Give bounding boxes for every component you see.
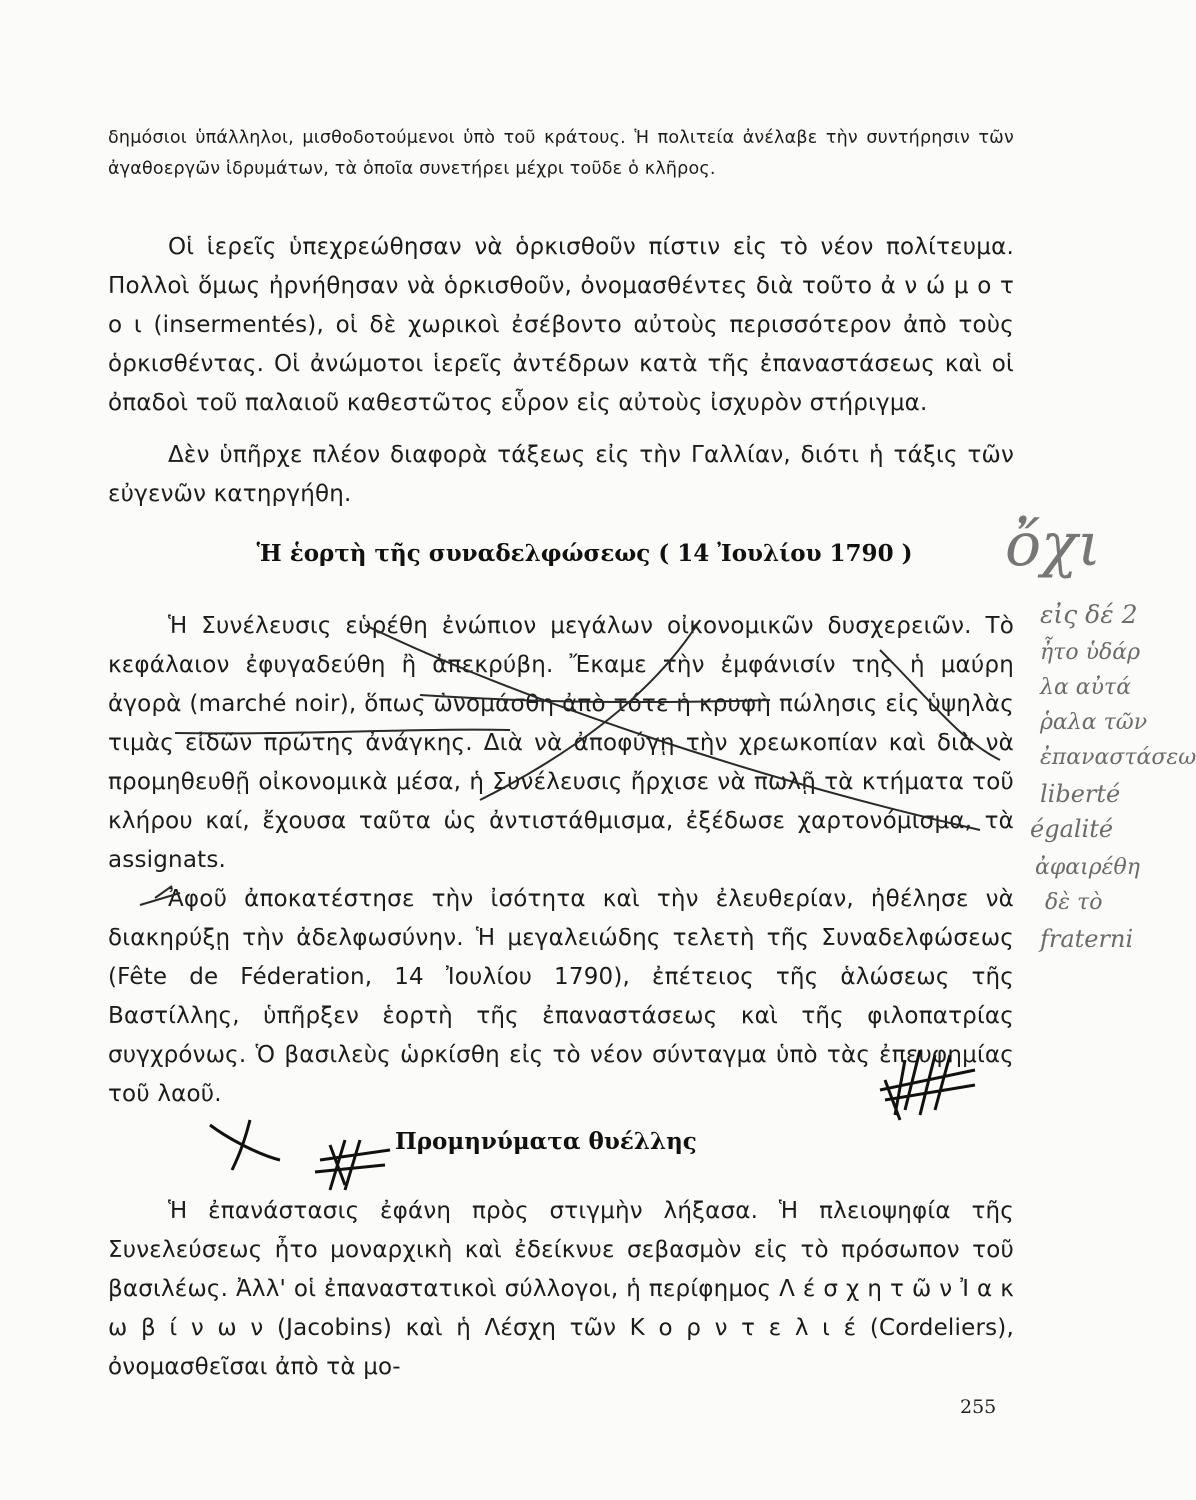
handwritten-margin-line: εἰς δέ 2 (1040, 600, 1138, 629)
paragraph-clergy-salaries: δημόσιοι ὑπάλληλοι, μισθοδοτούμενοι ὑπὸ τοῦ κράτους. Ἡ πολιτεία ἀνέλαβε τὴν συντήρησιν τῶν ἀγαθοεργῶν ἱδρυμάτων, τὰ ὁποῖα συνετήρει μέχρι τοῦδε ὁ κλῆρος. (108, 128, 1014, 179)
handwritten-margin-line: δὲ τὸ (1045, 890, 1103, 915)
handwritten-margin-line: ἦτο ὑδάρ (1040, 640, 1140, 665)
handwritten-ochi: ὄχι (1005, 510, 1102, 580)
paragraph-nobility-abolished: Δὲν ὑπῆρχε πλέον διαφορὰ τάξεως εἰς τὴν Γαλλίαν, διότι ἡ τάξις τῶν εὐγενῶν κατηργήθη. (108, 442, 1014, 507)
heading-federation-festival: Ἡ ἑορτὴ τῆς συναδελφώσεως ( 14 Ἰουλίου 1790 ) (256, 540, 913, 567)
handwritten-margin-line: fraterni (1040, 925, 1134, 953)
handwritten-margin-line: ἐπαναστάσεω (1040, 745, 1196, 770)
x-mark (210, 1120, 280, 1170)
hatch-mark-2 (315, 1140, 390, 1190)
paragraph-fraternity-festival: Ἀφοῦ ἀποκατέστησε τὴν ἰσότητα καὶ τὴν ἐλευθερίαν, ἠθέλησε νὰ διακηρύξῃ τὴν ἀδελφωσύνην. Ἡ μεγαλειώδης τελετὴ τῆς Συναδελφώσεως (Fête de Féderation, 14 Ἰουλίου 1790), ἐπέτειος τῆς ἁλώσεως τῆς Βαστίλλης, ὑπῆρξεν ἑορτὴ τῆς ἐπαναστάσεως καὶ τῆς φιλοπατρίας συγχρόνως. Ὁ βασιλεὺς ὡρκίσθη εἰς τὸ νέον σύνταγμα ὑπὸ τὰς ἐπευφημίας τοῦ λαοῦ. (108, 886, 1014, 1107)
paragraph-priests-oath: Οἱ ἱερεῖς ὑπεχρεώθησαν νὰ ὁρκισθοῦν πίστιν εἰς τὸ νέον πολίτευμα. Πολλοὶ ὅμως ἠρνήθησαν νὰ ὁρκισθοῦν, ὀνομασθέντες διὰ τοῦτο ἀ ν ώ μ ο τ ο ι (insermentés), οἱ δὲ χωρικοὶ ἐσέβοντο αὐτοὺς περισσότερον ἀπὸ τοὺς ὁρκισθέντας. Οἱ ἀνώμοτοι ἱερεῖς ἀντέδρων κατὰ τῆς ἐπαναστάσεως καὶ οἱ ὀπαδοὶ τοῦ παλαιοῦ καθεστῶτος εὗρον εἰς αὐτοὺς ἰσχυρὸν στήριγμα. (108, 234, 1014, 416)
handwritten-margin-line: ἀφαιρέθη (1035, 855, 1140, 880)
heading-storm-omens: Προμηνύματα θυέλλης (395, 1128, 697, 1155)
paragraph-revolution-paused: Ἡ ἐπανάστασις ἐφάνη πρὸς στιγμὴν λήξασα. Ἡ πλειοψηφία τῆς Συνελεύσεως ἦτο μοναρχικὴ καὶ ἐδείκνυε σεβασμὸν εἰς τὸ πρόσωπον τοῦ βασιλέως. Ἀλλ' οἱ ἐπαναστατικοὶ σύλλογοι, ἡ περίφημος Λ έ σ χ η τ ῶ ν Ἰ α κ ω β ί ν ω ν (Jacobins) καὶ ἡ Λέσχη τῶν Κ ο ρ ν τ ε λ ι έ (Cordeliers), ὀνομασθεῖσαι ἀπὸ τὰ μο- (108, 1198, 1014, 1380)
handwritten-margin-line: ῥαλα τῶν (1040, 710, 1148, 735)
handwritten-margin-line: égalité (1030, 815, 1114, 843)
handwritten-margin-line: λα αὐτά (1040, 675, 1132, 700)
page-number: 255 (960, 1396, 997, 1418)
paragraph-economic-difficulties: Ἡ Συνέλευσις εὑρέθη ἐνώπιον μεγάλων οἰκονομικῶν δυσχερειῶν. Τὸ κεφάλαιον ἐφυγαδεύθη ἢ ἀπεκρύβη. Ἔκαμε τὴν ἐμφάνισίν της ἡ μαύρη ἀγορὰ (marché noir), ὅπως ὠνομάσθη ἀπὸ τότε ἡ κρυφὴ πώλησις εἰς ὑψηλὰς τιμὰς εἰδῶν πρώτης ἀνάγκης. Διὰ νὰ ἀποφύγῃ τὴν χρεωκοπίαν καὶ διὰ νὰ προμηθευθῇ οἰκονομικὰ μέσα, ἡ Συνέλευσις ἤρχισε νὰ πωλῇ τὰ κτήματα τοῦ κλήρου καί, ἔχουσα ταῦτα ὡς ἀντιστάθμισμα, ἐξέδωσε χαρτονόμισμα, τὰ assignats. (108, 613, 1014, 873)
handwritten-margin-line: liberté (1040, 780, 1121, 808)
